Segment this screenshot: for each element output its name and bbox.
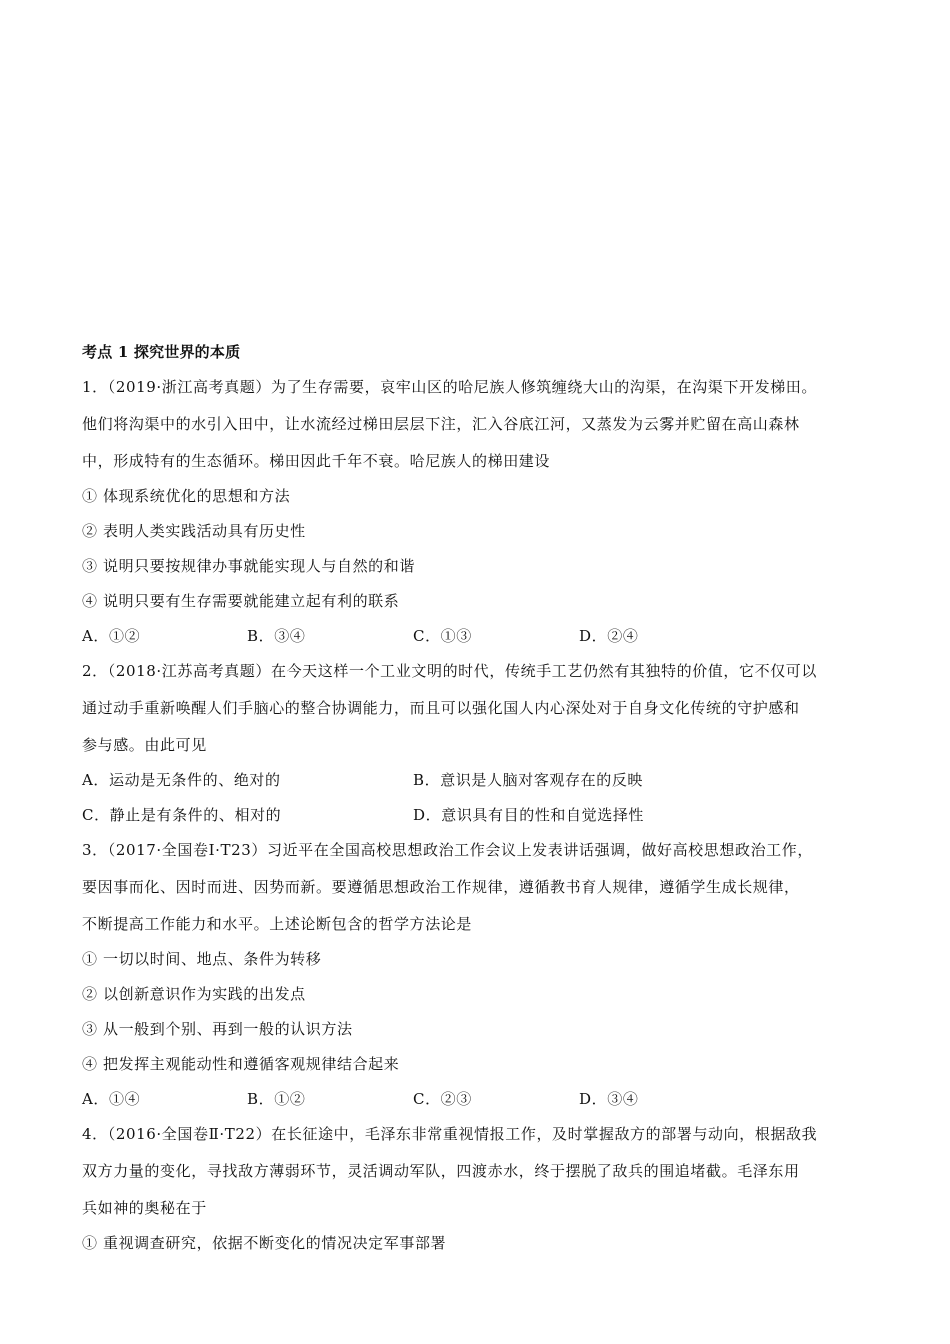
- q4-stem-line-3: 兵如神的奥秘在于: [82, 1199, 207, 1217]
- q1-item-3: ③ 说明只要按规律办事就能实现人与自然的和谐: [82, 557, 415, 575]
- q3-option-c: C．②③: [413, 1090, 472, 1108]
- q1-item-2: ② 表明人类实践活动具有历史性: [82, 522, 306, 540]
- q3-item-2: ② 以创新意识作为实践的出发点: [82, 985, 306, 1003]
- q2-option-c: C．静止是有条件的、相对的: [82, 806, 282, 824]
- q1-stem-line-2: 他们将沟渠中的水引入田中，让水流经过梯田层层下注，汇入谷底江河，又蒸发为云雾并贮留在高山森林: [82, 415, 800, 433]
- q4-stem-line-1: 4．（2016·全国卷Ⅱ·T22）在长征途中，毛泽东非常重视情报工作，及时掌握敌方的部署与动向，根据敌我: [82, 1125, 818, 1143]
- q3-stem-line-1: 3．（2017·全国卷Ⅰ·T23）习近平在全国高校思想政治工作会议上发表讲话强调，做好高校思想政治工作，: [82, 841, 813, 859]
- q4-item-1: ① 重视调查研究，依据不断变化的情况决定军事部署: [82, 1234, 447, 1252]
- q3-item-1: ① 一切以时间、地点、条件为转移: [82, 950, 322, 968]
- q2-stem-line-1: 2．（2018·江苏高考真题）在今天这样一个工业文明的时代，传统手工艺仍然有其独特的价值，它不仅可以: [82, 662, 817, 680]
- q3-item-3: ③ 从一般到个别、再到一般的认识方法: [82, 1020, 353, 1038]
- q3-option-b: B．①②: [247, 1090, 306, 1108]
- q1-option-c: C．①③: [413, 627, 472, 645]
- q3-stem-line-3: 不断提高工作能力和水平。上述论断包含的哲学方法论是: [82, 915, 473, 933]
- q1-item-4: ④ 说明只要有生存需要就能建立起有利的联系: [82, 592, 400, 610]
- q1-stem-line-3: 中，形成特有的生态循环。梯田因此千年不衰。哈尼族人的梯田建设: [82, 452, 551, 470]
- q1-stem-line-1: 1．（2019·浙江高考真题）为了生存需要，哀牢山区的哈尼族人修筑缠绕大山的沟渠，在沟渠下开发梯田。: [82, 378, 817, 396]
- q1-option-a: A．①②: [82, 627, 141, 645]
- section-title: 考点 1 探究世界的本质: [82, 343, 241, 361]
- q1-item-1: ① 体现系统优化的思想和方法: [82, 487, 291, 505]
- q3-stem-line-2: 要因事而化、因时而进、因势而新。要遵循思想政治工作规律，遵循教书育人规律，遵循学生成长规律，: [82, 878, 800, 896]
- q2-stem-line-2: 通过动手重新唤醒人们手脑心的整合协调能力，而且可以强化国人内心深处对于自身文化传统的守护感和: [82, 699, 800, 717]
- q1-option-b: B．③④: [247, 627, 306, 645]
- q1-option-d: D．②④: [579, 627, 639, 645]
- q4-stem-line-2: 双方力量的变化，寻找敌方薄弱环节，灵活调动军队，四渡赤水，终于摆脱了敌兵的围追堵截。毛泽东用: [82, 1162, 800, 1180]
- q3-option-d: D．③④: [579, 1090, 639, 1108]
- q2-option-d: D．意识具有目的性和自觉选择性: [413, 806, 645, 824]
- q2-option-b: B．意识是人脑对客观存在的反映: [413, 771, 644, 789]
- q2-stem-line-3: 参与感。由此可见: [82, 736, 207, 754]
- q2-option-a: A．运动是无条件的、绝对的: [82, 771, 281, 789]
- q3-option-a: A．①④: [82, 1090, 141, 1108]
- q3-item-4: ④ 把发挥主观能动性和遵循客观规律结合起来: [82, 1055, 400, 1073]
